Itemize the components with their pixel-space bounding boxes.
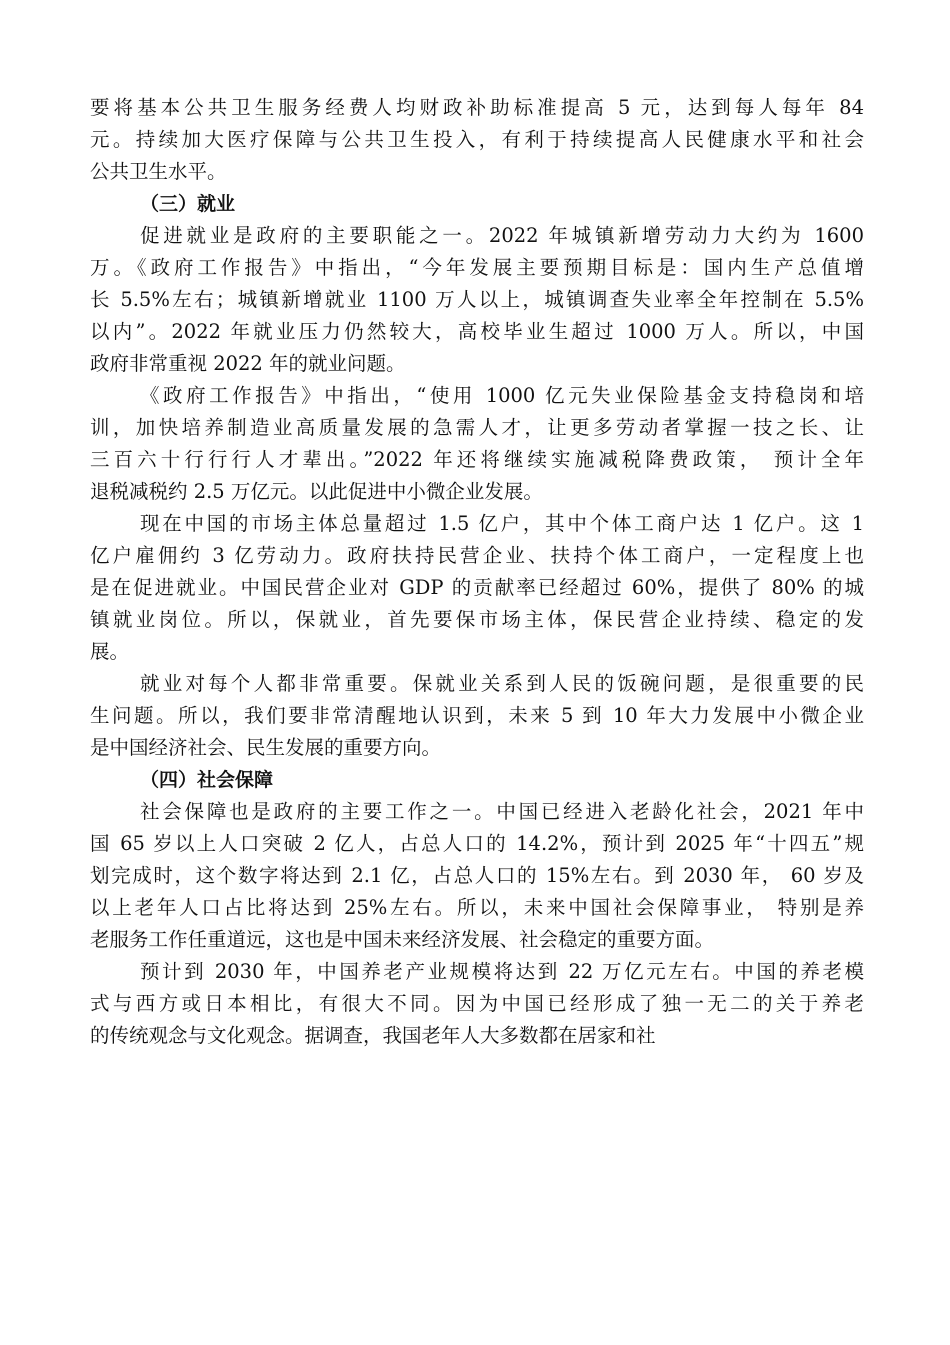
social-security-paragraph-2	[90, 956, 864, 1052]
text-line: 展。	[90, 640, 130, 663]
text-line: 亿户雇佣约 3 亿劳动力。政府扶持民营企业、扶持个体工商户，一定程度上也	[90, 544, 864, 567]
text-line: 训，加快培养制造业高质量发展的急需人才，让更多劳动者掌握一技之长、让	[90, 416, 864, 439]
text-line: 是在促进就业。中国民营企业对 GDP 的贡献率已经超过 60%，提供了 80% 的城	[90, 576, 864, 599]
section-heading-social-security: （四）社会保障	[140, 769, 274, 791]
text-line: 促进就业是政府的主要职能之一。2022 年城镇新增劳动力大约为 1600	[140, 224, 864, 247]
employment-paragraph-1	[90, 220, 864, 380]
text-line: 国 65 岁以上人口突破 2 亿人，占总人口的 14.2%，预计到 2025 年“十四五”规	[90, 832, 864, 855]
text-line: 预计到 2030 年，中国养老产业规模将达到 22 万亿元左右。中国的养老模	[140, 960, 864, 983]
text-line: 社会保障也是政府的主要工作之一。中国已经进入老龄化社会，2021 年中	[140, 800, 864, 823]
text-line: 以内”。2022 年就业压力仍然较大，高校毕业生超过 1000 万人。所以，中国	[90, 320, 864, 343]
text-line: 就业对每个人都非常重要。保就业关系到人民的饭碗问题，是很重要的民	[140, 672, 864, 695]
text-line: 镇就业岗位。所以，保就业，首先要保市场主体，保民营企业持续、稳定的发	[90, 608, 864, 631]
text-line: 以上老年人口占比将达到 25%左右。所以，未来中国社会保障事业， 特别是养	[90, 896, 864, 919]
text-line: 元。持续加大医疗保障与公共卫生投入，有利于持续提高人民健康水平和社会	[90, 128, 864, 151]
text-line: 划完成时，这个数字将达到 2.1 亿，占总人口的 15%左右。到 2030 年， 60 岁及	[90, 864, 864, 887]
text-line: 退税减税约 2.5 万亿元。以此促进中小微企业发展。	[90, 480, 543, 503]
text-line: 的传统观念与文化观念。据调查，我国老年人大多数都在居家和社	[90, 1024, 656, 1047]
text-line: 三百六十行行行人才辈出。”2022 年还将继续实施减税降费政策， 预计全年	[90, 448, 864, 471]
employment-paragraph-3	[90, 508, 864, 668]
text-line: 政府非常重视 2022 年的就业问题。	[90, 352, 406, 375]
text-line: 是中国经济社会、民生发展的重要方向。	[90, 736, 442, 759]
text-line: 生问题。所以，我们要非常清醒地认识到，未来 5 到 10 年大力发展中小微企业	[90, 704, 864, 727]
employment-paragraph-2	[90, 380, 864, 508]
text-line: 万。《政府工作报告》中指出，“今年发展主要预期目标是：国内生产总值增	[90, 256, 864, 279]
text-line: 要将基本公共卫生服务经费人均财政补助标准提高 5 元，达到每人每年 84	[90, 96, 864, 119]
intro-paragraph	[90, 92, 864, 188]
text-line: 式与西方或日本相比，有很大不同。因为中国已经形成了独一无二的关于养老	[90, 992, 864, 1015]
text-line: 老服务工作任重道远，这也是中国未来经济发展、社会稳定的重要方面。	[90, 928, 715, 951]
text-line: 长 5.5%左右；城镇新增就业 1100 万人以上，城镇调查失业率全年控制在 5.5%	[90, 288, 864, 311]
employment-paragraph-4	[90, 668, 864, 764]
text-line: 公共卫生水平。	[90, 160, 227, 183]
social-security-paragraph-1	[90, 796, 864, 956]
section-heading-employment: （三）就业	[140, 193, 236, 215]
document-page	[90, 92, 864, 1052]
text-line: 现在中国的市场主体总量超过 1.5 亿户，其中个体工商户达 1 亿户。这 1	[140, 512, 864, 535]
text-line: 《政府工作报告》中指出，“使用 1000 亿元失业保险基金支持稳岗和培	[140, 384, 864, 407]
